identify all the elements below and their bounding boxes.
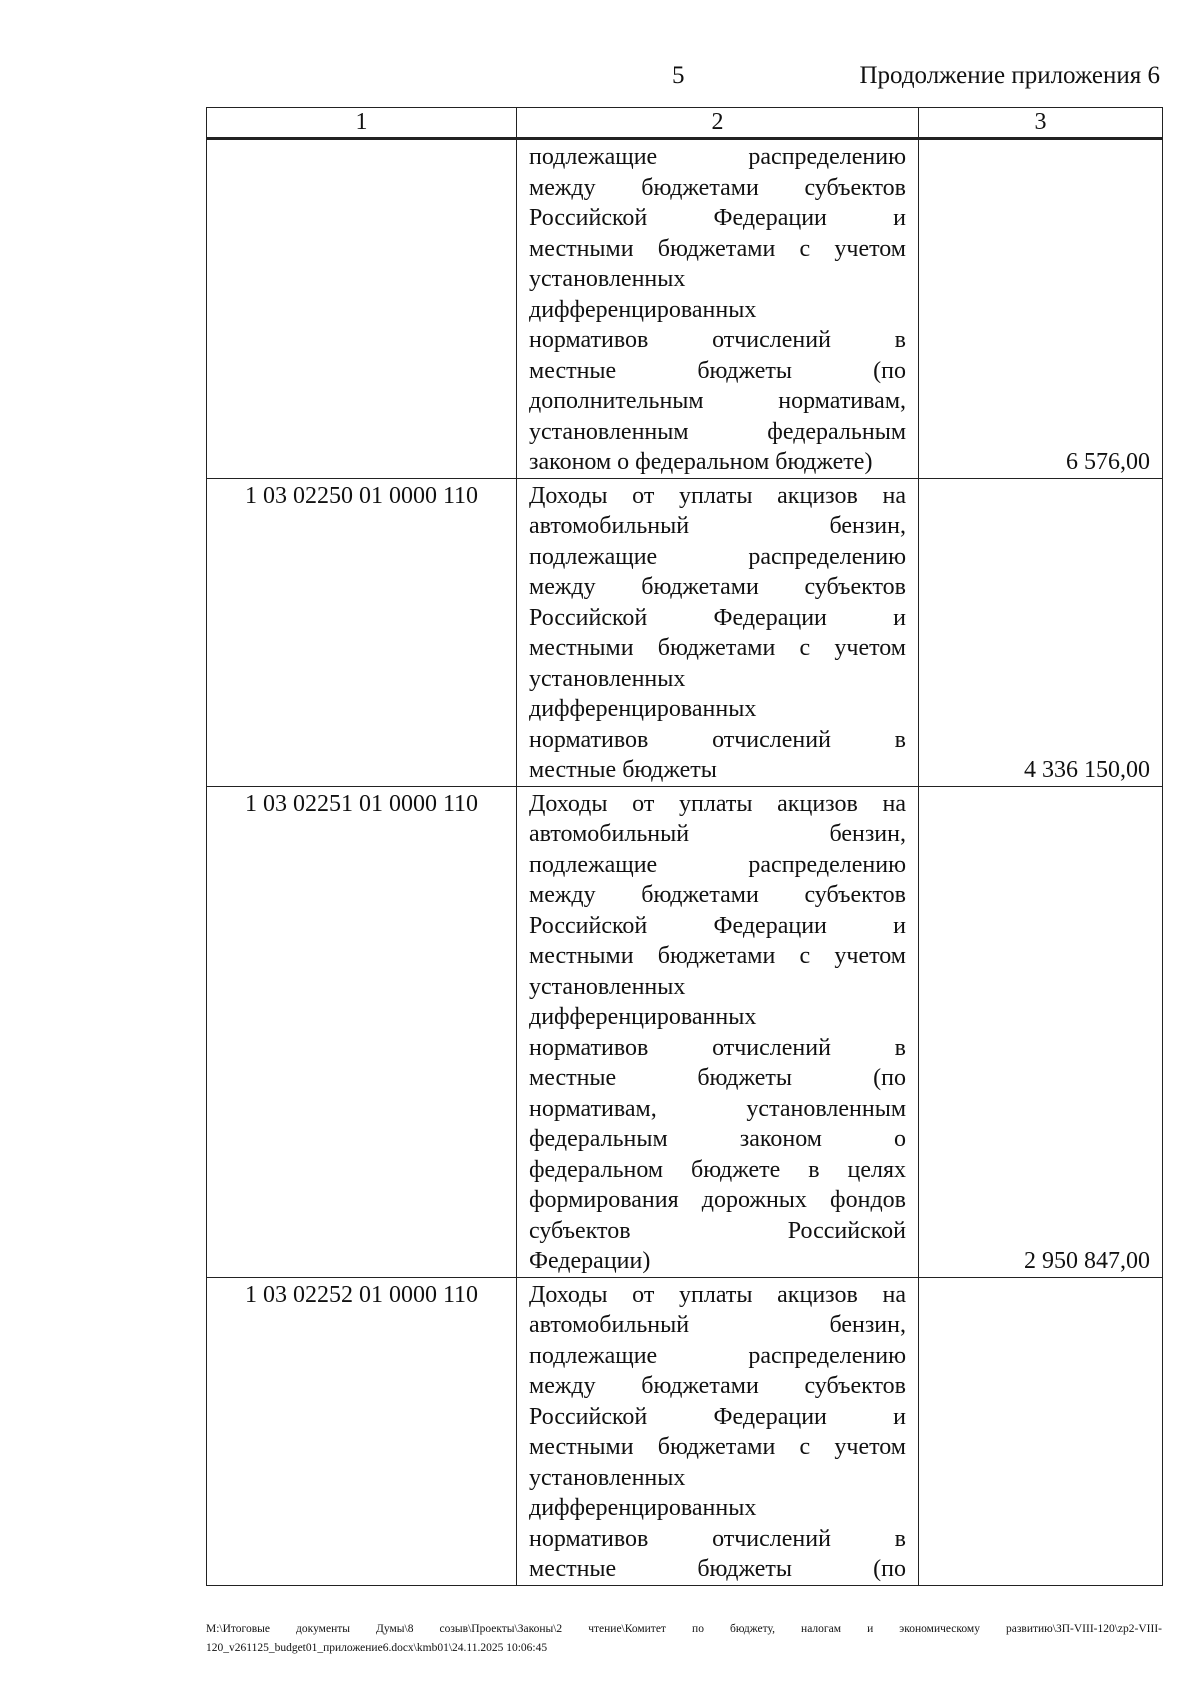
description-line: местные бюджеты (по [529,357,906,384]
description-line: Российской Федерации и [529,205,906,231]
description-line: между бюджетами субъектов [529,1373,906,1399]
description-line: подлежащие распределению [529,144,906,170]
description-line: между бюджетами субъектов [529,174,906,201]
income-description-cell [517,139,919,479]
description-line: федеральном бюджете в целях [529,1156,906,1183]
description-line: дифференцированных [529,296,757,323]
description-line: местные бюджеты (по [529,1065,906,1091]
description-line: Доходы от уплаты акцизов на [529,1281,906,1308]
description-line: Доходы от уплаты акцизов на [529,790,906,817]
table-row [207,786,1163,1277]
table-row [207,139,1163,479]
description-line: нормативов отчислений в [529,327,906,353]
description-line: установленных [529,973,686,1000]
description-line: Российской Федерации и [529,604,906,631]
description-line: подлежащие распределению [529,543,906,570]
description-line: законом о федеральном бюджете) [529,449,873,475]
description-line: нормативов отчислений в [529,1525,906,1552]
description-line: дифференцированных [529,1495,757,1521]
description-line: подлежащие распределению [529,1342,906,1369]
description-line: нормативов отчислений в [529,726,906,753]
description-line: установленных [529,266,686,292]
amount-cell: 6 576,00 [919,139,1163,479]
description-line: установленным федеральным [529,418,906,445]
description-line: дополнительным нормативам, [529,388,906,414]
table-row [207,478,1163,786]
description-line: нормативов отчислений в [529,1034,906,1061]
description-line: местные бюджеты [529,757,717,783]
description-line: местные бюджеты (по [529,1556,906,1582]
page-header-title: Продолжение приложения 6 [859,62,1160,89]
income-code-cell: 1 03 02250 01 0000 110 [207,478,517,786]
description-line: федеральным законом о [529,1126,906,1152]
description-line: установленных [529,1464,686,1491]
description-line: нормативам, установленным [529,1095,906,1122]
description-line: местными бюджетами с учетом [529,635,906,661]
description-line: формирования дорожных фондов [529,1187,906,1213]
description-line: подлежащие распределению [529,851,906,878]
description-line: автомобильный бензин, [529,821,906,847]
document-path-footer: M:\Итоговые документы Думы\8 созыв\Проекты\Законы\2 чтение\Комитет по бюджету, налогам и экономическому развитию\ЗП-VIII-120\zp2-VIII-120_v261125_budget01_приложение6.docx\kmb01\24.11.2025 10:06:45 [206,1623,1162,1654]
income-description-cell [517,786,919,1277]
description-line: автомобильный бензин, [529,513,906,539]
description-line: установленных [529,665,686,692]
page-number: 5 [672,62,685,89]
description-line: Российской Федерации и [529,1403,906,1430]
table-row [207,1277,1163,1585]
description-line: Доходы от уплаты акцизов на [529,482,906,509]
description-line: автомобильный бензин, [529,1312,906,1338]
amount-cell: 2 950 847,00 [919,786,1163,1277]
description-line: между бюджетами субъектов [529,882,906,908]
income-code-cell: 1 03 02252 01 0000 110 [207,1277,517,1585]
description-line: дифференцированных [529,696,757,722]
description-line: дифференцированных [529,1004,757,1030]
description-line: субъектов Российской [529,1217,906,1244]
table-header-row [207,108,1163,139]
description-line: Российской Федерации и [529,912,906,939]
description-line: местными бюджетами с учетом [529,943,906,969]
amount-cell: 4 336 150,00 [919,478,1163,786]
income-code-cell: 1 03 02251 01 0000 110 [207,786,517,1277]
income-code-cell [207,139,517,479]
description-line: Федерации) [529,1248,651,1274]
table-body [207,139,1163,1586]
description-line: между бюджетами субъектов [529,574,906,600]
column-header-2: 2 [517,108,919,139]
table-header [207,108,1163,139]
income-description-cell [517,1277,919,1585]
column-header-3: 3 [919,108,1163,139]
column-header-1: 1 [207,108,517,139]
income-description-cell [517,478,919,786]
description-line: местными бюджетами с учетом [529,1434,906,1460]
amount-cell [919,1277,1163,1585]
revenue-table [206,107,1163,1586]
description-line: местными бюджетами с учетом [529,235,906,262]
